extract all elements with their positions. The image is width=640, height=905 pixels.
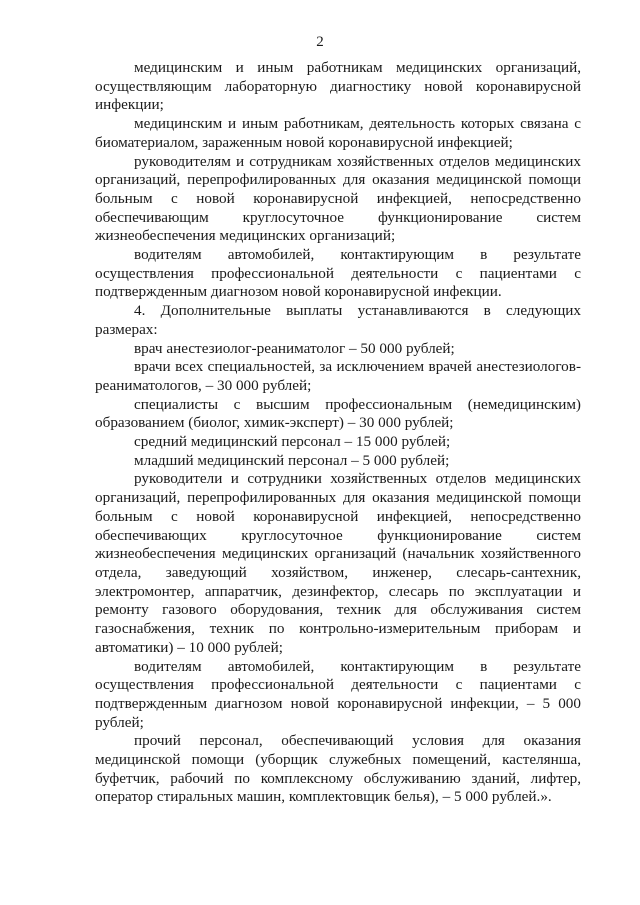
page-number: 2 [316,34,324,50]
paragraph: руководителям и сотрудникам хозяйственных отделов медицинских организаций, перепрофилированных для оказания медицинской помощи больным с новой коронавирусной инфекцией, непосредственно обеспечивающим круглосуточное функционирование систем жизнеобеспечения медицинских организаций; [95,152,581,245]
paragraph: специалисты с высшим профессиональным (немедицинским) образованием (биолог, химик-эксперт) – 30 000 рублей; [95,395,581,432]
paragraph: водителям автомобилей, контактирующим в результате осуществления профессиональной деятельности с пациентами с подтвержденным диагнозом новой коронавирусной инфекции, – 5 000 рублей; [95,657,581,731]
paragraph: врач анестезиолог-реаниматолог – 50 000 рублей; [134,339,455,357]
paragraph: врачи всех специальностей, за исключением врачей анестезиологов-реаниматологов, – 30 000 рублей; [95,358,581,394]
paragraph: водителям автомобилей, контактирующим в результате осуществления профессиональной деятельности с пациентами с подтвержденным диагнозом новой коронавирусной инфекции. [95,246,581,301]
document-body [95,59,581,807]
paragraph: медицинским и иным работникам медицинских организаций, осуществляющим лабораторную диагностику новой коронавирусной инфекции; [95,59,581,114]
paragraph: руководители и сотрудники хозяйственных отделов медицинских организаций, перепрофилированных для оказания медицинской помощи больным с новой коронавирусной инфекцией, непосредственно обеспечивающих круглосуточное функционирование систем жизнеобеспечения медицинских организаций (начальник хозяйственного отдела, заведующий хозяйством, инженер, слесарь-сантехник, электромонтер, аппаратчик, дезинфектор, слесарь по эксплуатации и ремонту газового оборудования, техник для обслуживания систем газоснабжения, техник по контрольно-измерительным приборам и автоматики) – 10 000 рублей; [95,470,581,656]
paragraph: прочий персонал, обеспечивающий условия для оказания медицинской помощи (уборщик служебных помещений, кастелянша, буфетчик, рабочий по комплексному обслуживанию зданий, лифтер, оператор стиральных машин, комплектовщик белья), – 5 000 рублей.». [95,732,581,806]
paragraph: младший медицинский персонал – 5 000 рублей; [134,451,450,469]
paragraph: медицинским и иным работникам, деятельность которых связана с биоматериалом, зараженным новой коронавирусной инфекцией; [95,115,581,151]
paragraph: средний медицинский персонал – 15 000 рублей; [134,433,451,451]
paragraph: 4. Дополнительные выплаты устанавливаются в следующих размерах: [95,302,581,338]
